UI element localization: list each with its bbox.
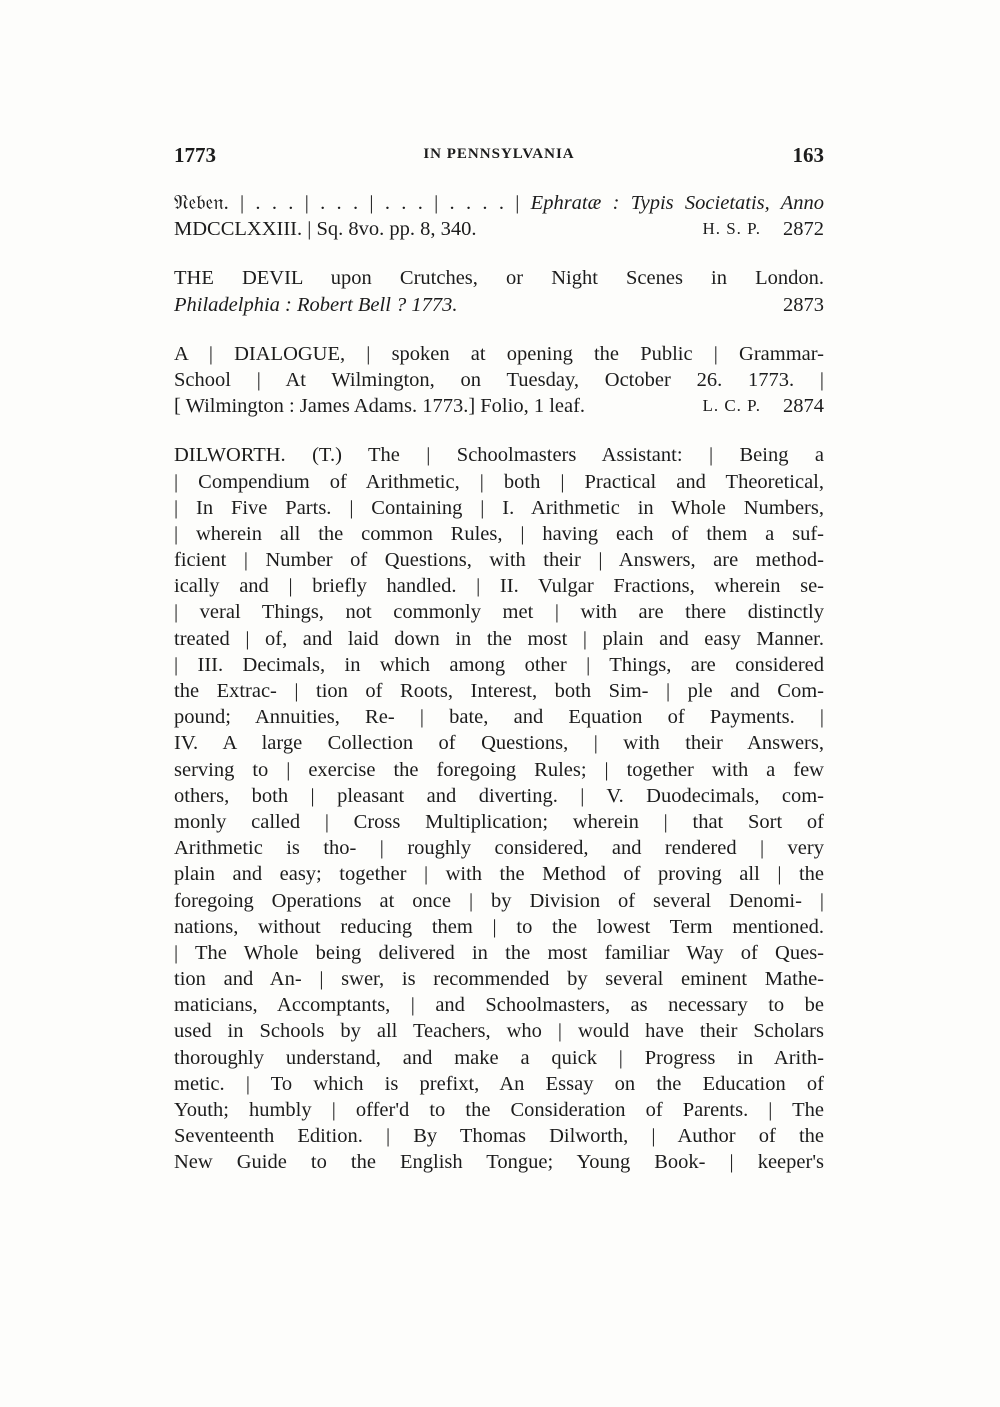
entry-line: maticians, Accomptants, | and Schoolmasters, as necessary to be <box>174 994 824 1017</box>
entry-line: New Guide to the English Tongue; Young Book- | keeper's <box>174 1151 824 1174</box>
entry-line: Arithmetic is tho- | roughly considered, and rendered | very <box>174 837 824 860</box>
entry-line: monly called | Cross Multiplication; wherein | that Sort of <box>174 810 824 833</box>
entry-2872 <box>174 190 824 242</box>
entry-line: ically and | briefly handled. | II. Vulgar Fractions, wherein se- <box>174 575 824 598</box>
entry-line: foregoing Operations at once | by Division of several Denomi- | <box>174 889 824 912</box>
entry-line: ficient | Number of Questions, with their | Answers, are method- <box>174 549 824 572</box>
entry-number: 2874 <box>783 395 824 418</box>
page-number: 163 <box>792 143 824 167</box>
entry-line: | In Five Parts. | Containing | I. Arithmetic in Whole Numbers, <box>174 496 824 519</box>
entry-line: | The Whole being delivered in the most familiar Way of Ques- <box>174 941 824 964</box>
entry-line: pound; Annuities, Re- | bate, and Equation of Payments. | <box>174 706 824 729</box>
entry-line: serving to | exercise the foregoing Rules; | together with a few <box>174 758 824 781</box>
entry-line: treated | of, and laid down in the most | plain and easy Manner. <box>174 627 824 650</box>
entry-line: | veral Things, not commonly met | with are there distinctly <box>174 601 824 624</box>
entry-line: THE DEVIL upon Crutches, or Night Scenes in London. <box>174 267 824 290</box>
entry-line: metic. | To which is prefixt, An Essay on the Education of <box>174 1072 824 1095</box>
entry-line: | wherein all the common Rules, | having each of them a suf- <box>174 522 824 545</box>
entry-2873 <box>174 265 824 317</box>
entry-line: Youth; humbly | offer'd to the Consideration of Parents. | The <box>174 1099 824 1121</box>
entry-line: used in Schools by all Teachers, who | would have their Scholars <box>174 1020 824 1043</box>
entry-line: | Compendium of Arithmetic, | both | Practical and Theoretical, <box>174 470 824 493</box>
entry-line: plain and easy; together | with the Method of proving all | the <box>174 863 824 886</box>
header-title: IN PENNSYLVANIA <box>423 146 575 162</box>
entry-line: others, both | pleasant and diverting. | V. Duodecimals, com- <box>174 784 824 807</box>
entry-line: DILWORTH. (T.) The | Schoolmasters Assistant: | Being a <box>174 444 824 467</box>
entry-line: School | At Wilmington, on Tuesday, October 26. 1773. | <box>174 368 824 391</box>
entry-line: 𝔑𝔢𝔟𝔢𝔫. | . . . | . . . | . . . | . . . . | Ephratæ : Typis Societatis, Anno <box>174 192 824 214</box>
entry-dilworth <box>174 442 824 1175</box>
header-year: 1773 <box>174 143 216 167</box>
entry-line: | III. Decimals, in which among other | Things, are considered <box>174 653 824 676</box>
running-head <box>174 143 824 173</box>
entry-line: MDCCLXXIII. | Sq. 8vo. pp. 8, 340. 2872 H. S. P. <box>174 216 824 242</box>
page-text <box>174 190 824 1199</box>
entry-line: Philadelphia : Robert Bell ? 1773. 2873 <box>174 292 824 318</box>
entry-number: 2873 <box>783 293 824 316</box>
entry-line: IV. A large Collection of Questions, | with their Answers, <box>174 732 824 755</box>
entry-line: A | DIALOGUE, | spoken at opening the Public | Grammar- <box>174 342 824 365</box>
entry-line: [ Wilmington : James Adams. 1773.] Folio, 1 leaf. 2874 L. C. P. <box>174 393 824 419</box>
entry-2874 <box>174 341 824 420</box>
location-code: L. C. P. <box>702 396 761 416</box>
entry-line: Seventeenth Edition. | By Thomas Dilworth, | Author of the <box>174 1125 824 1148</box>
entry-line: tion and An- | swer, is recommended by several eminent Mathe- <box>174 968 824 991</box>
entry-line: the Extrac- | tion of Roots, Interest, both Sim- | ple and Com- <box>174 680 824 702</box>
entry-line: thoroughly understand, and make a quick | Progress in Arith- <box>174 1046 824 1069</box>
entry-number: 2872 <box>783 218 824 241</box>
entry-line: nations, without reducing them | to the lowest Term mentioned. <box>174 915 824 938</box>
location-code: H. S. P. <box>702 219 761 239</box>
